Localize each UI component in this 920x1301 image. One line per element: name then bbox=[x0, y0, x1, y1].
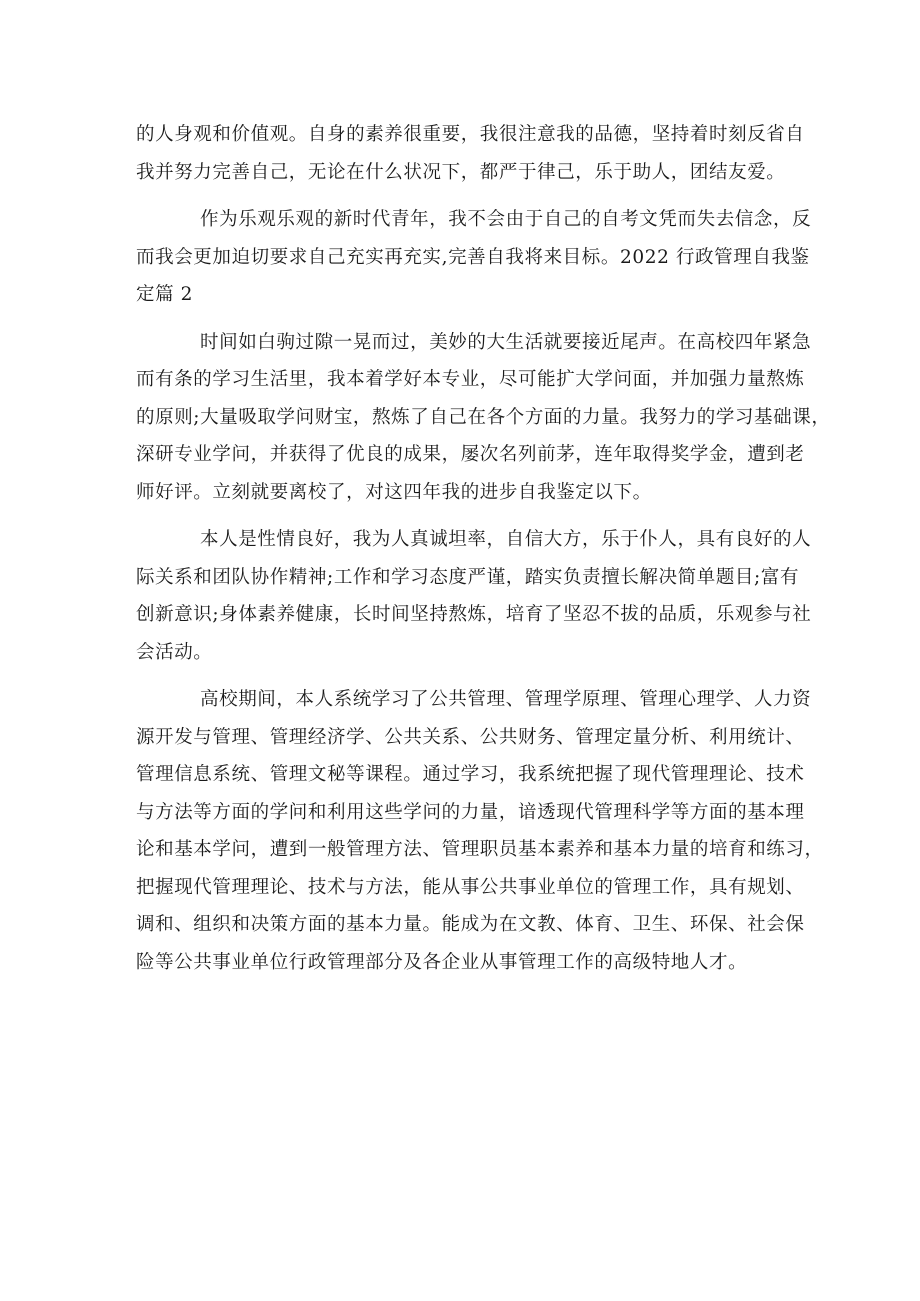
paragraph-gap bbox=[136, 671, 796, 681]
text-line: 时间如白驹过隙一晃而过，美妙的大生活就要接近尾声。在高校四年紧急 bbox=[200, 331, 812, 353]
paragraph-gap bbox=[136, 314, 796, 324]
text-line: 我并努力完善自己，无论在什么状况下，都严于律己，乐于助人，团结友爱。 bbox=[136, 161, 786, 183]
text-line: 而有条的学习生活里，我本着学好本专业，尽可能扩大学问面，并加强力量熬炼 bbox=[136, 369, 805, 390]
text-line: 定篇 2 bbox=[136, 284, 194, 305]
text-line: 论和基本学问，遭到一般管理方法、管理职员基本素养和基本力量的培育和练习， bbox=[136, 839, 824, 860]
text-line: 师好评。立刻就要离校了，对这四年我的进步自我鉴定以下。 bbox=[136, 481, 652, 503]
text-line: 际关系和团队协作精神;工作和学习态度严谨，踏实负责擅长解决简单题目;富有 bbox=[136, 566, 800, 588]
text-line: 的原则;大量吸取学问财宝，熬炼了自己在各个方面的力量。我努力的学习基础课， bbox=[136, 406, 831, 428]
text-line: 而我会更加迫切要求自己充实再充实,完善自我将来目标。2022 行政管理自我鉴 bbox=[136, 246, 810, 268]
text-line: 管理信息系统、管理文秘等课程。通过学习，我系统把握了现代管理理论、技术 bbox=[136, 764, 805, 785]
text-line: 的人身观和价值观。自身的素养很重要，我很注意我的品德，坚持着时刻反省自 bbox=[136, 124, 805, 145]
text-line: 高校期间，本人系统学习了公共管理、管理学原理、管理心理学、人力资 bbox=[200, 689, 812, 710]
text-line: 本人是性情良好，我为人真诚坦率，自信大方，乐于仆人，具有良好的人 bbox=[200, 529, 812, 550]
text-line: 调和、组织和决策方面的基本力量。能成为在文教、体育、卫生、环保、社会保 bbox=[136, 914, 805, 935]
text-line: 源开发与管理、管理经济学、公共关系、公共财务、管理定量分析、利用统计、 bbox=[136, 726, 805, 748]
text-line: 创新意识;身体素养健康，长时间坚持熬炼，培育了坚忍不拔的品质，乐观参与社 bbox=[136, 604, 812, 625]
text-line: 作为乐观乐观的新时代青年，我不会由于自己的自考文凭而失去信念，反 bbox=[200, 209, 812, 230]
paragraph-gap bbox=[136, 191, 796, 201]
text-line: 险等公共事业单位行政管理部分及各企业从事管理工作的高级特地人才。 bbox=[136, 951, 748, 973]
paragraph-gap bbox=[136, 511, 796, 521]
text-line: 与方法等方面的学问和利用这些学问的力量，谙透现代管理科学等方面的基本理 bbox=[136, 801, 805, 823]
text-line: 深研专业学问，并获得了优良的成果，屡次名列前茅，连年取得奖学金，遭到老 bbox=[136, 444, 805, 465]
text-line: 会活动。 bbox=[136, 641, 213, 663]
document-body bbox=[136, 116, 831, 981]
text-line: 把握现代管理理论、技术与方法，能从事公共事业单位的管理工作，具有规划、 bbox=[136, 876, 805, 898]
